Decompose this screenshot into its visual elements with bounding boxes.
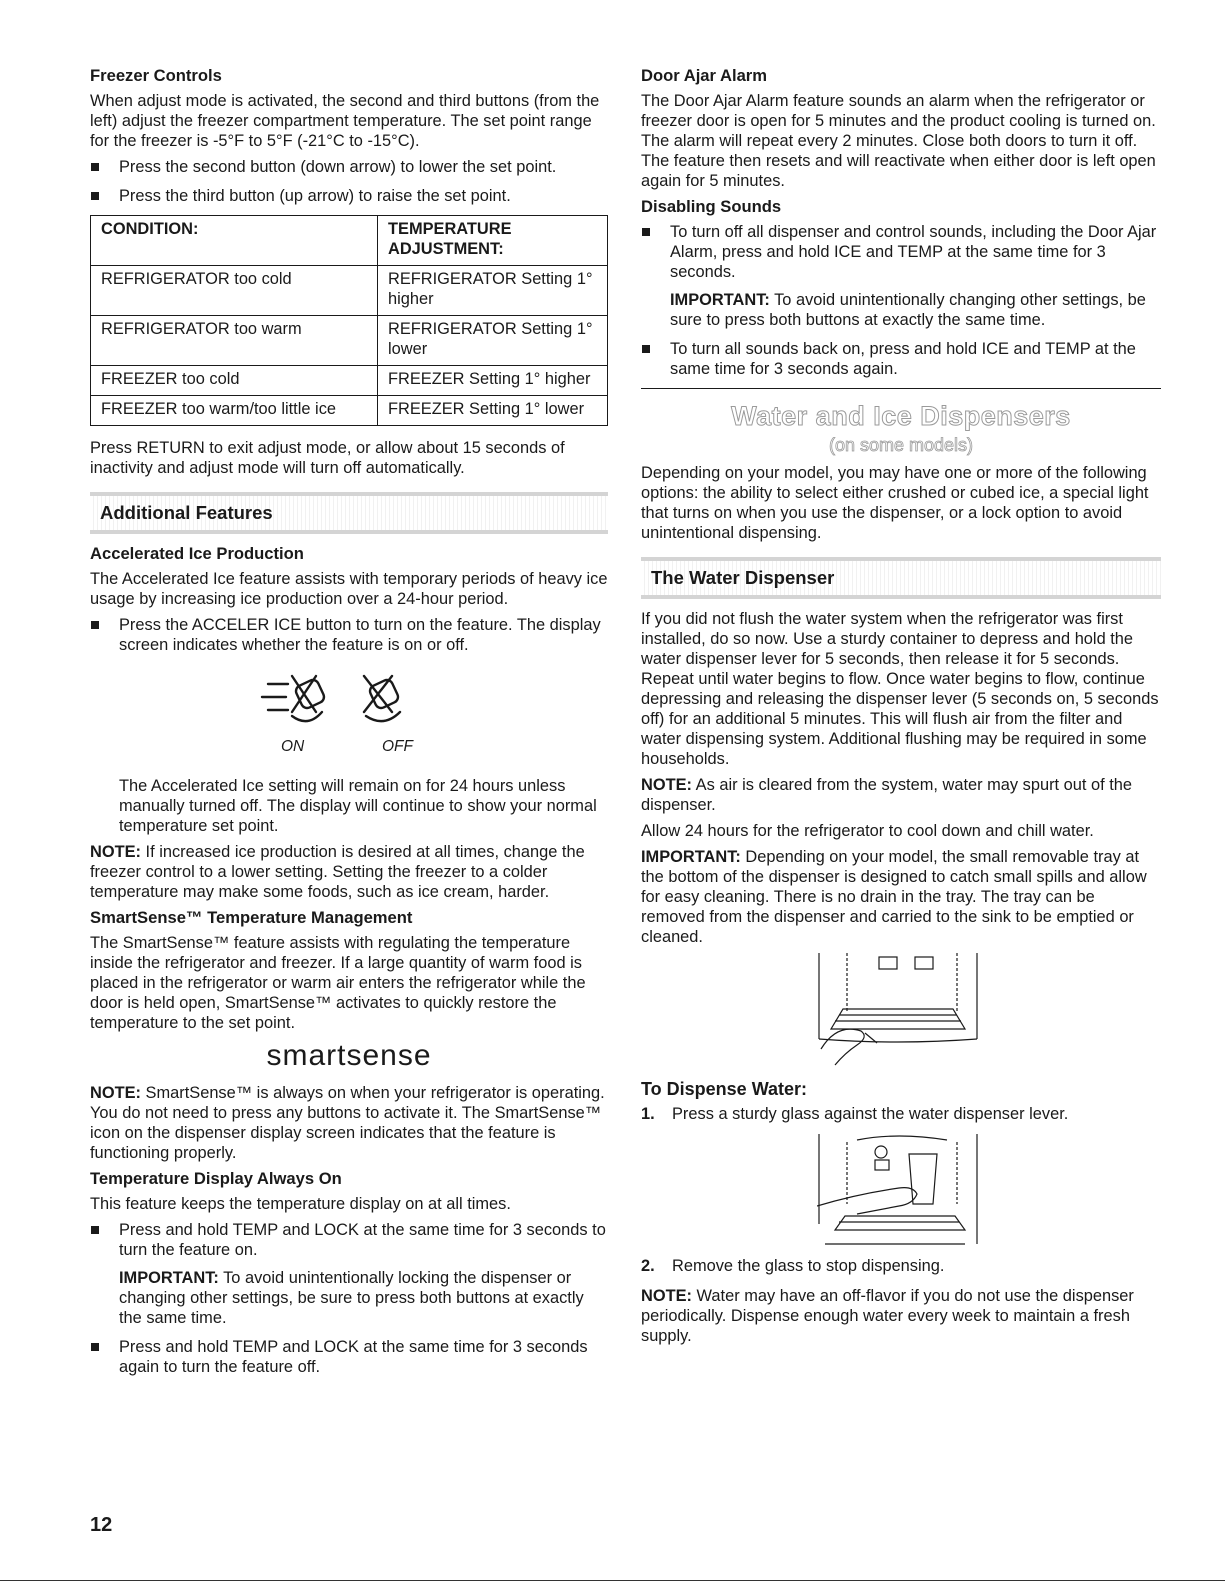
page-bottom-rule bbox=[0, 1580, 1225, 1581]
to-dispense-heading: To Dispense Water: bbox=[641, 1079, 808, 1099]
table-cell: REFRIGERATOR too warm bbox=[91, 316, 378, 366]
accelerated-ice-after-icons: The Accelerated Ice setting will remain on for 24 hours unless manually turned off. The display will continue to show your normal temperature set point. bbox=[119, 777, 597, 835]
accelerated-ice-heading: Accelerated Ice Production bbox=[90, 544, 304, 563]
accelerated-ice-on-icon bbox=[258, 666, 338, 730]
section-band-additional-features bbox=[90, 492, 608, 534]
table-cell: FREEZER too cold bbox=[91, 366, 378, 396]
step-text: Press a sturdy glass against the water dispenser lever. bbox=[672, 1105, 1069, 1123]
list-item: Press the ACCELER ICE button to turn on the feature. The display screen indicates whether the feature is on or off. bbox=[90, 615, 608, 655]
table-cell: REFRIGERATOR Setting 1° lower bbox=[378, 316, 608, 366]
smartsense-logo bbox=[90, 1039, 608, 1073]
accelerated-ice-note bbox=[90, 842, 608, 902]
temperature-adjustment-table bbox=[90, 215, 608, 426]
note-label: NOTE: bbox=[90, 843, 141, 861]
section-divider bbox=[641, 388, 1161, 389]
step-number: 2. bbox=[641, 1257, 655, 1275]
disabling-sounds-heading: Disabling Sounds bbox=[641, 197, 782, 216]
dispensers-intro: Depending on your model, you may have one or more of the following options: the ability to select either crushed or cubed ice, a special light that turns on when you use the dispenser, or a lock option to avoid unintentional dispensing. bbox=[641, 464, 1149, 542]
column-header-condition: CONDITION: bbox=[91, 216, 378, 266]
section-title: The Water Dispenser bbox=[651, 567, 835, 588]
water-dispenser-allow-text: Allow 24 hours for the refrigerator to cool down and chill water. bbox=[641, 822, 1094, 840]
table-row bbox=[91, 396, 608, 426]
column-header-adjustment: TEMPERATURE ADJUSTMENT: bbox=[378, 216, 608, 266]
section-title: Additional Features bbox=[100, 502, 273, 523]
note-label: NOTE: bbox=[90, 1084, 141, 1102]
list-item-text: To turn off all dispenser and control sounds, including the Door Ajar Alarm, press and hold ICE and TEMP at the same time for 3 seconds. bbox=[670, 223, 1157, 281]
list-item-text: Press and hold TEMP and LOCK at the same time for 3 seconds to turn the feature on. bbox=[119, 1221, 606, 1259]
freezer-controls-intro: When adjust mode is activated, the second and third buttons (from the left) adjust the freezer compartment temperature. The set point range for the freezer is -5°F to 5°F (-21°C to -15°C). bbox=[90, 92, 600, 150]
list-item bbox=[90, 1220, 608, 1328]
note-text: If increased ice production is desired at all times, change the freezer control to a lower setting. Setting the freezer to a colder temperature may make some foods, such as ice cream, harder. bbox=[90, 843, 585, 901]
table-header-row bbox=[91, 216, 608, 266]
table-row bbox=[91, 366, 608, 396]
list-item: Press the second button (down arrow) to lower the set point. bbox=[90, 157, 608, 177]
accelerated-ice-list bbox=[90, 615, 608, 655]
important-label: IMPORTANT: bbox=[670, 291, 770, 309]
temperature-display-list bbox=[90, 1220, 608, 1377]
icon-label-on: ON bbox=[281, 738, 305, 755]
note-label: NOTE: bbox=[641, 776, 692, 794]
list-item: To turn all sounds back on, press and hold ICE and TEMP at the same time for 3 seconds again. bbox=[641, 339, 1161, 379]
accelerated-ice-icons bbox=[90, 664, 608, 766]
water-dispenser-flush-text: If you did not flush the water system when the refrigerator was first installed, do so now. Use a sturdy container to depress and hold the water dispenser lever for 5 seconds, then release it for 5 seconds. Repeat until water begins to flow. Once water begins to flow, continue depressing and releasing the dispenser lever (5 seconds on, 5 seconds off) for an additional 5 minutes. This will flush air from the filter and water dispensing system. Additional flushing may be required in some households. bbox=[641, 610, 1159, 768]
step-text: Remove the glass to stop dispensing. bbox=[672, 1257, 945, 1275]
water-dispenser-note bbox=[641, 775, 1161, 815]
page-number: 12 bbox=[90, 1514, 113, 1536]
note-label: NOTE: bbox=[641, 1287, 692, 1305]
list-item: Press and hold TEMP and LOCK at the same time for 3 seconds again to turn the feature off. bbox=[90, 1337, 608, 1377]
after-table-text: Press RETURN to exit adjust mode, or allow about 15 seconds of inactivity and adjust mode will turn off automatically. bbox=[90, 439, 565, 477]
temperature-display-intro: This feature keeps the temperature display on at all times. bbox=[90, 1195, 511, 1213]
table-cell: FREEZER too warm/too little ice bbox=[91, 396, 378, 426]
section-band-water-dispenser bbox=[641, 557, 1161, 599]
table-cell: REFRIGERATOR too cold bbox=[91, 266, 378, 316]
note-text: SmartSense™ is always on when your refrigerator is operating. You do not need to press any buttons to activate it. The SmartSense™ icon on the dispenser display screen indicates that the feature is functioning properly. bbox=[90, 1084, 605, 1162]
smartsense-heading: SmartSense™ Temperature Management bbox=[90, 908, 413, 927]
important-label: IMPORTANT: bbox=[641, 848, 741, 866]
disabling-sounds-list bbox=[641, 222, 1161, 379]
table-row bbox=[91, 266, 608, 316]
smartsense-intro: The SmartSense™ feature assists with regulating the temperature inside the refrigerator and freezer. If a large quantity of warm food is placed in the refrigerator or warm air enters the refrigerator while the door is held open, SmartSense™ activates to quickly restore the temperature to the set point. bbox=[90, 934, 586, 1032]
dispense-glass-illustration bbox=[817, 1134, 1017, 1252]
important-text: To avoid unintentionally changing other settings, be sure to press both buttons at exactly the same time. bbox=[670, 291, 1146, 329]
important-label: IMPORTANT: bbox=[119, 1269, 219, 1287]
table-cell: REFRIGERATOR Setting 1° higher bbox=[378, 266, 608, 316]
dispensers-title: Water and Ice Dispensers bbox=[731, 401, 1071, 431]
accelerated-ice-intro: The Accelerated Ice feature assists with temporary periods of heavy ice usage by increasing ice production over a 24-hour period. bbox=[90, 570, 608, 608]
table-cell: FREEZER Setting 1° higher bbox=[378, 366, 608, 396]
important-text: To avoid unintentionally locking the dispenser or changing other settings, be sure to press both buttons at exactly the same time. bbox=[119, 1269, 584, 1327]
to-dispense-note bbox=[641, 1286, 1161, 1346]
temperature-display-heading: Temperature Display Always On bbox=[90, 1169, 342, 1188]
left-column bbox=[90, 62, 608, 1386]
freezer-controls-heading: Freezer Controls bbox=[90, 66, 222, 85]
door-ajar-heading: Door Ajar Alarm bbox=[641, 66, 768, 85]
note-text: Water may have an off-flavor if you do not use the dispenser periodically. Dispense enough water every week to maintain a fresh supply. bbox=[641, 1287, 1134, 1345]
smartsense-logo-text: smartsense bbox=[266, 1039, 432, 1072]
table-cell: FREEZER Setting 1° lower bbox=[378, 396, 608, 426]
dispenser-tray-illustration bbox=[817, 953, 1017, 1071]
accelerated-ice-off-icon bbox=[352, 666, 424, 730]
step-number: 1. bbox=[641, 1105, 655, 1123]
note-text: As air is cleared from the system, water may spurt out of the dispenser. bbox=[641, 776, 1132, 814]
water-dispenser-important bbox=[641, 847, 1161, 947]
door-ajar-text: The Door Ajar Alarm feature sounds an alarm when the refrigerator or freezer door is open for 5 minutes and the product cooling is turned on. The alarm will repeat every 2 minutes. Close both doors to turn it off. The feature then resets and will reactivate when either door is left open again for 5 minutes. bbox=[641, 92, 1156, 190]
step-1 bbox=[641, 1104, 1161, 1124]
freezer-controls-list bbox=[90, 157, 608, 206]
table-row bbox=[91, 316, 608, 366]
important-text: Depending on your model, the small removable tray at the bottom of the dispenser is designed to catch small spills and allow for easy cleaning. There is no drain in the tray. The tray can be removed from the dispenser and carried to the sink to be emptied or cleaned. bbox=[641, 848, 1147, 946]
dispensers-subtitle: (on some models) bbox=[828, 435, 974, 455]
step-2 bbox=[641, 1256, 1161, 1276]
smartsense-note bbox=[90, 1083, 608, 1163]
list-item bbox=[641, 222, 1161, 330]
icon-label-off: OFF bbox=[382, 738, 413, 755]
list-item: Press the third button (up arrow) to raise the set point. bbox=[90, 186, 608, 206]
important-note bbox=[119, 1268, 608, 1328]
right-column bbox=[641, 62, 1161, 1352]
important-note bbox=[670, 290, 1161, 330]
